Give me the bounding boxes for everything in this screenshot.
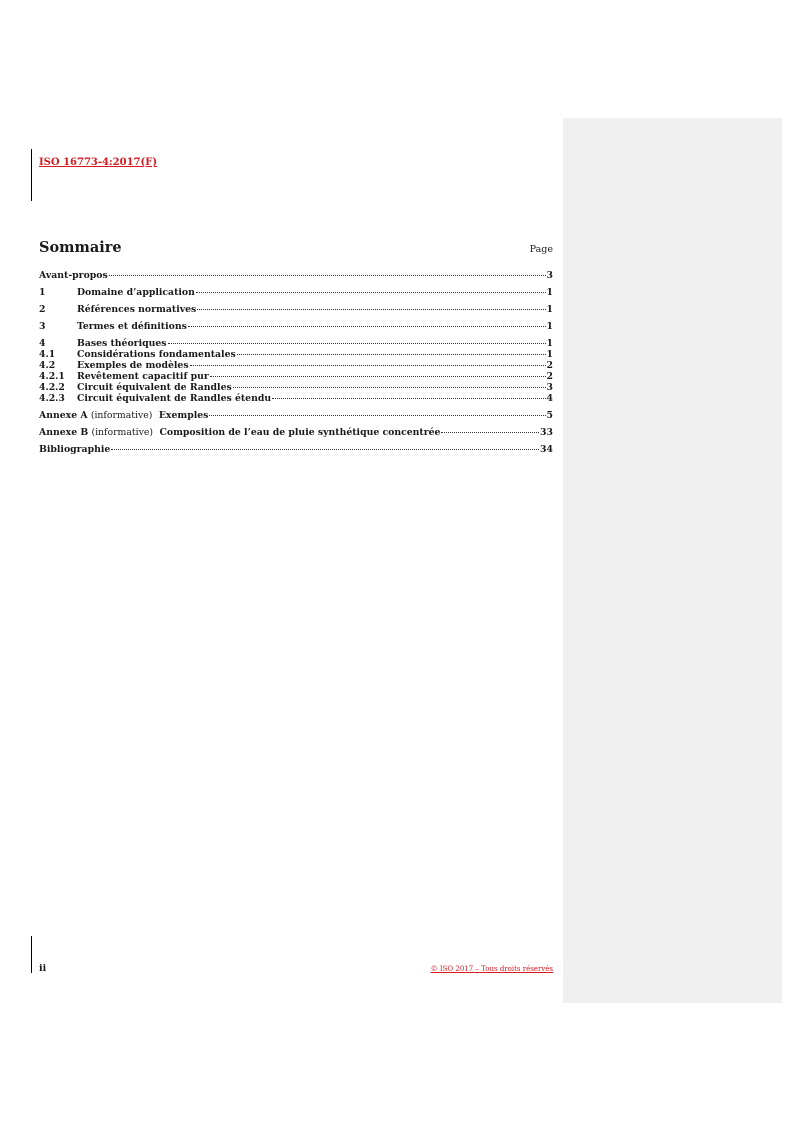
toc-annex-a[interactable] [39,410,553,421]
toc-page-label: Page [529,244,553,255]
toc-entry-4-2-3[interactable] [39,393,553,404]
toc-entry-number: 3 [39,321,46,332]
toc-entry-text: Considérations fondamentales [77,349,236,360]
toc-leader [111,449,539,450]
change-bar-top [31,149,32,201]
toc-entry-page: 1 [546,287,553,298]
toc-entry-number: 4.2.3 [39,393,65,404]
toc-annex-title: Exemples [158,410,209,421]
toc-leader [109,275,546,276]
toc-entry-text: Bases théoriques [77,338,167,349]
toc-entry-4-1[interactable] [39,349,553,360]
toc-entry-text: Circuit équivalent de Randles étendu [77,393,272,404]
toc-entry-page: 34 [540,444,553,455]
toc-entry-number: 4.2.1 [39,371,65,382]
toc-entry-number: 4.1 [39,349,56,360]
toc-annex-label: Annexe B [39,427,89,438]
toc-entry-number: 4.2.2 [39,382,65,393]
toc-entry-text: Termes et définitions [77,321,187,332]
toc-entry-number: 4 [39,338,46,349]
toc-entry-page: 2 [546,371,553,382]
toc-entry-text: Références normatives [77,304,197,315]
comment-pane [563,118,782,1003]
toc-leader [209,415,545,416]
copyright-notice: © ISO 2017 – Tous droits réservés [430,965,553,973]
toc-entry-text: Domaine d’application [77,287,195,298]
toc-entry-page: 2 [546,360,553,371]
toc-entry-number: 2 [39,304,46,315]
toc-entry-page: 1 [546,321,553,332]
toc-entry-4-2-2[interactable] [39,382,553,393]
toc-entry-page: 3 [546,270,553,281]
toc-leader [168,343,546,344]
toc-entry-3[interactable] [39,321,553,332]
change-bar-bottom [31,936,32,973]
toc-entry-4-2-1[interactable] [39,371,553,382]
toc-leader [237,354,546,355]
toc-entry-page: 5 [546,410,553,421]
toc-entry-text: Avant-propos [39,270,108,281]
toc-entry-page: 4 [546,393,553,404]
toc-entry-avant-propos[interactable] [39,270,553,281]
toc-entry-page: 1 [546,349,553,360]
toc-annex-title: Composition de l’eau de pluie synthétique concentrée [159,427,441,438]
toc-leader [441,432,539,433]
table-of-contents [39,270,553,455]
toc-entry-page: 1 [546,304,553,315]
toc-entry-number: 1 [39,287,46,298]
toc-entry-number: 4.2 [39,360,56,371]
toc-annex-label: Annexe A [39,410,88,421]
toc-leader [272,398,545,399]
toc-leader [197,309,545,310]
toc-annex-kind: (informative) [90,410,153,421]
toc-entry-text: Bibliographie [39,444,111,455]
toc-entry-text: Circuit équivalent de Randles [77,382,232,393]
toc-entry-1[interactable] [39,287,553,298]
page-number: ii [39,963,47,974]
toc-entry-text: Revêtement capacitif pur [77,371,209,382]
toc-leader [233,387,546,388]
toc-entry-bibliographie[interactable] [39,444,553,455]
toc-entry-page: 1 [546,338,553,349]
toc-heading [39,239,553,259]
toc-entry-text: Exemples de modèles [77,360,189,371]
toc-title: Sommaire [39,239,122,256]
toc-annex-kind: (informative) [91,427,153,438]
toc-entry-page: 3 [546,382,553,393]
toc-entry-2[interactable] [39,304,553,315]
toc-entry-4-2[interactable] [39,360,553,371]
toc-entry-page: 33 [540,427,553,438]
toc-annex-b[interactable] [39,427,553,438]
toc-leader [210,376,546,377]
toc-entry-4[interactable] [39,338,553,349]
document-id: ISO 16773-4:2017(F) [39,157,158,168]
toc-leader [190,365,546,366]
toc-leader [188,326,546,327]
toc-leader [196,292,546,293]
